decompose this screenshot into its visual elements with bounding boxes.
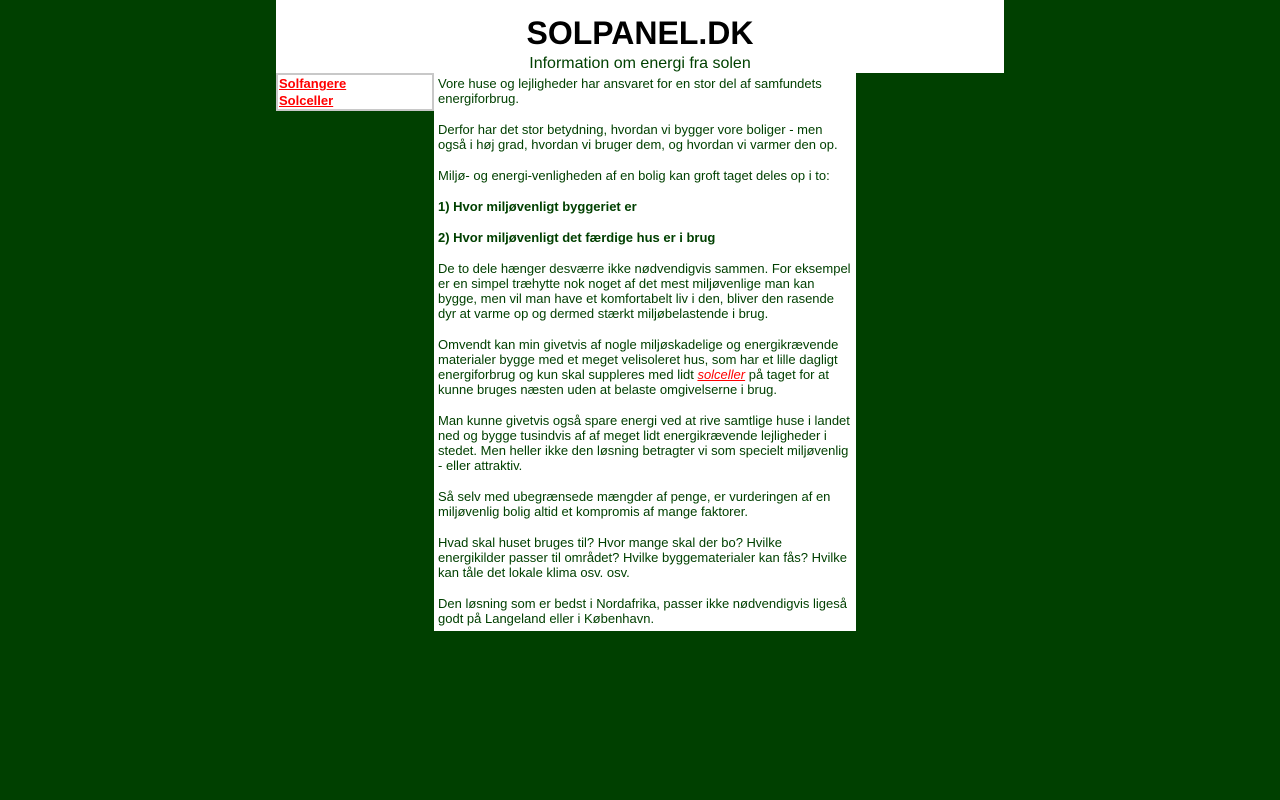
solceller-link[interactable]: solceller — [697, 367, 746, 382]
paragraph-compromise: Så selv med ubegrænsede mængder af penge, er vurderingen af en miljøvenlig bolig altid et kompromis af mange faktorer. — [438, 489, 831, 519]
paragraph-demolition: Man kunne givetvis også spare energi ved at rive samtlige huse i landet ned og bygge tusindvis af af meget lidt energikrævende lejligheder i stedet. Men heller ikke den løsning betragter vi som specielt miljøvenlig - eller attraktiv. — [438, 413, 850, 473]
main-content — [434, 73, 856, 631]
paragraph-intro: Vore huse og lejligheder har ansvaret for en stor del af samfundets energiforbrug. — [438, 76, 822, 106]
site-tagline: Information om energi fra solen — [529, 55, 751, 72]
paragraph-text: Omvendt kan min givetvis af nogle miljøskadelige og energikrævende materialer bygge med et meget velisoleret hus, som har et lille dagligt energiforbrug og kun skal suppleres med lidt — [438, 337, 839, 382]
paragraph-example: De to dele hænger desværre ikke nødvendigvis sammen. For eksempel er en simpel træhytte nok noget af det mest miljøvenlige man kan bygge, men vil man have et komfortabelt liv i den, bliver den rasende dyr at varme op og dermed stærkt miljøbelastende i brug. — [438, 261, 851, 321]
site-header — [276, 0, 1004, 73]
point-building: 1) Hvor miljøvenligt byggeriet er — [438, 199, 637, 214]
site-title: SOLPANEL.DK — [526, 15, 754, 51]
paragraph-text: på taget for at kunne bruges næsten uden at belaste omgivelserne i brug. — [438, 367, 829, 397]
paragraph-location: Den løsning som er bedst i Nordafrika, passer ikke nødvendigvis ligeså godt på Langeland eller i København. — [438, 596, 847, 626]
nav-link-solceller[interactable]: Solceller — [279, 93, 334, 108]
sidebar-nav — [276, 73, 434, 111]
point-usage: 2) Hvor miljøvenligt det færdige hus er i brug — [438, 230, 716, 245]
page-container — [276, 0, 1004, 73]
paragraph-conversely — [438, 337, 852, 397]
nav-link-solfangere[interactable]: Solfangere — [279, 76, 347, 91]
paragraph-split: Miljø- og energi-venligheden af en bolig kan groft taget deles op i to: — [438, 168, 830, 183]
paragraph-importance: Derfor har det stor betydning, hvordan vi bygger vore boliger - men også i høj grad, hvordan vi bruger dem, og hvordan vi varmer den op. — [438, 122, 838, 152]
paragraph-questions: Hvad skal huset bruges til? Hvor mange skal der bo? Hvilke energikilder passer til området? Hvilke byggematerialer kan fås? Hvilke kan tåle det lokale klima osv. osv. — [438, 535, 847, 580]
